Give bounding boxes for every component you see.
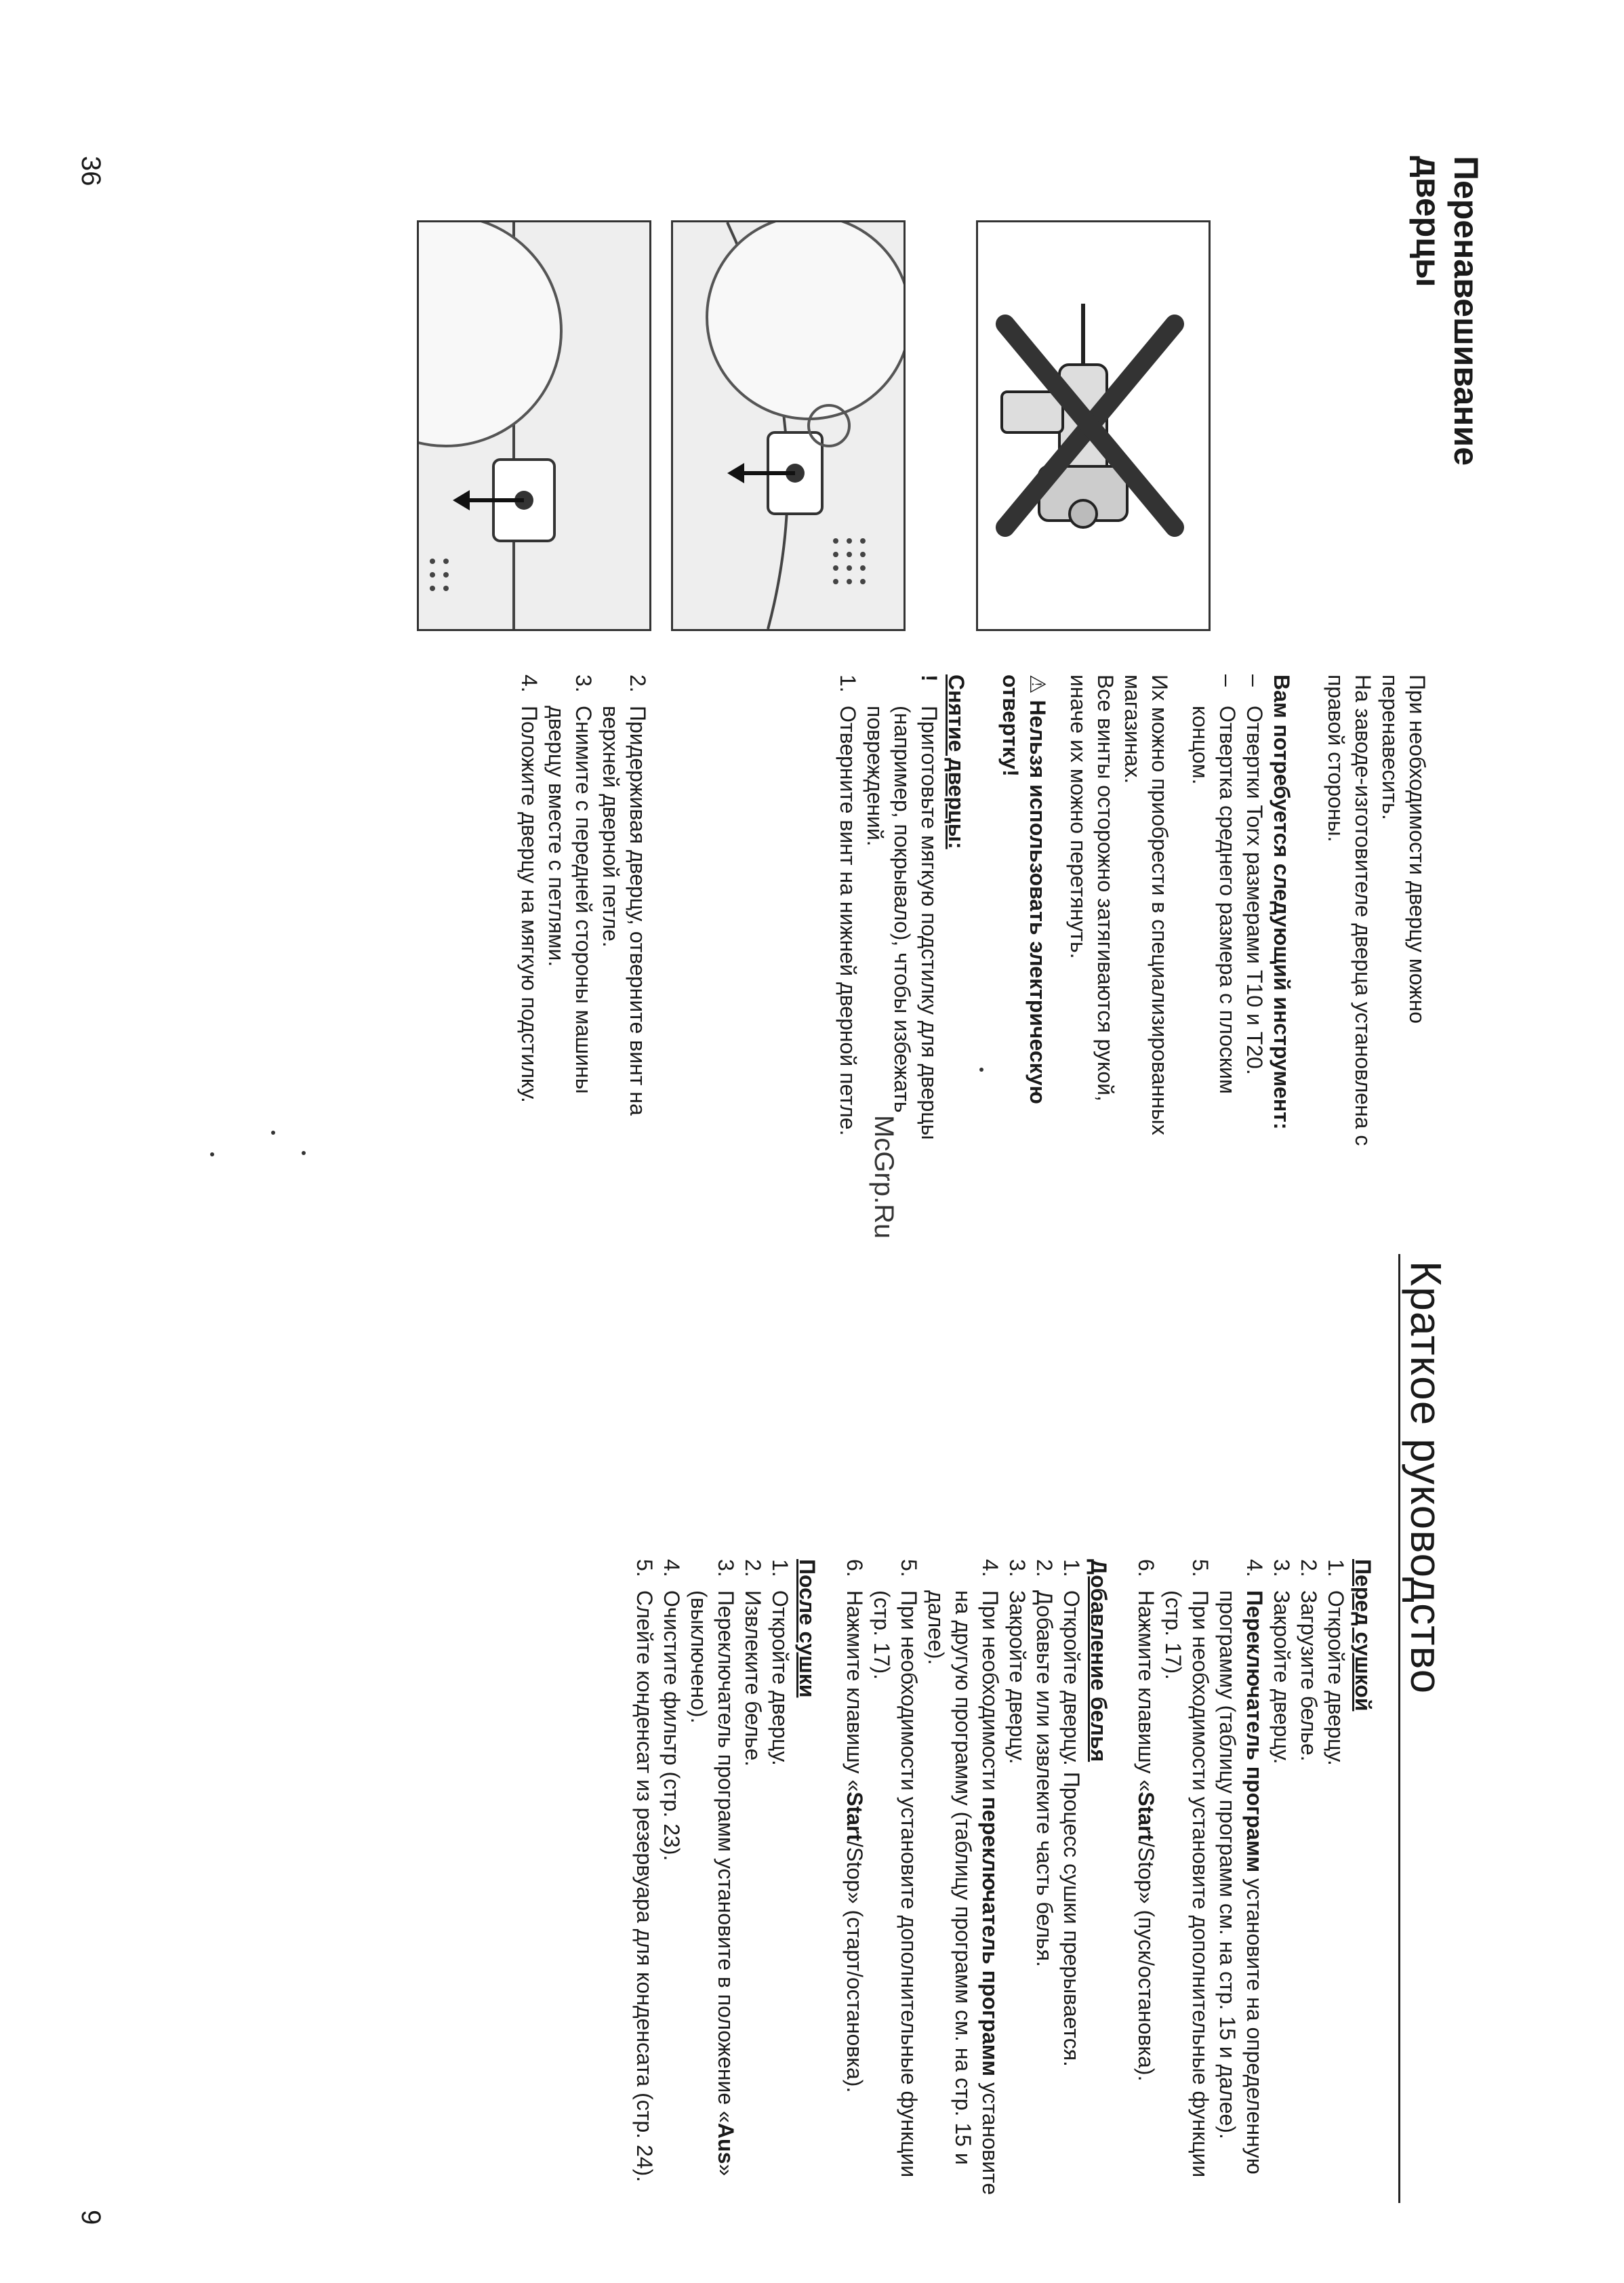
left-text-column bbox=[516, 674, 1431, 1149]
removal-steps-1 bbox=[834, 674, 861, 1149]
list-item: – Отвертки Torx размерами T10 и T20. bbox=[1242, 674, 1267, 1075]
add-steps bbox=[841, 1559, 1085, 2203]
list-item: 3. Закройте дверцу. bbox=[1005, 1559, 1030, 1764]
screws-note: Все винты осторожно затягиваются рукой, иначе их можно перетянуть. bbox=[1066, 674, 1118, 1102]
buy-note: Их можно приобрести в специализированных магазинах. bbox=[1120, 674, 1172, 1135]
after-steps bbox=[631, 1559, 794, 2203]
before-heading: Перед сушкой bbox=[1351, 1559, 1375, 1712]
intro-line-2: На заводе-изготовителе дверца установлена с правой стороны. bbox=[1324, 674, 1375, 1146]
door-hinge-icon bbox=[419, 222, 649, 629]
list-item: – Отвертка среднего размера с плоским концом. bbox=[1188, 674, 1240, 1094]
list-item: 5. Слейте конденсат из резервуара для конденсата (стр. 24). bbox=[632, 1559, 657, 2183]
list-item: 1. Отверните винт на нижней дверной петле. bbox=[836, 674, 860, 1136]
list-item: 3. Снимите с передней стороны машины дверцу вместе с петлями. bbox=[544, 674, 596, 1094]
list-item: 5. При необходимости установите дополнительные функции (стр. 17). bbox=[1161, 1559, 1213, 2178]
removal-heading: Снятие дверцы: bbox=[944, 674, 969, 849]
before-steps bbox=[1133, 1559, 1349, 2203]
removal-steps-2 bbox=[516, 674, 651, 1149]
notice-text: Приготовьте мягкую подстилку для дверцы (например, покрывало), чтобы избежать повреждений. bbox=[863, 706, 941, 1140]
list-item: 2. Придерживая дверцу, отверните винт на верхней дверной петле. bbox=[598, 674, 650, 1116]
tools-list bbox=[1187, 674, 1268, 1149]
list-item: 4. Положите дверцу на мягкую подстилку. bbox=[517, 674, 542, 1103]
upper-hinge-screw-figure bbox=[417, 220, 651, 631]
door-hinge-icon bbox=[673, 222, 904, 629]
title-rule bbox=[1398, 1254, 1400, 2203]
section-title: Перенавешивание дверцы bbox=[1409, 156, 1485, 466]
intro-line-1: При необходимости дверцу можно перенавесить. bbox=[1378, 674, 1429, 1024]
list-item: 2. Извлеките белье. bbox=[741, 1559, 765, 1766]
list-item: 6. Нажмите клавишу «Start/Stop» (пуск/остановка). bbox=[1134, 1559, 1158, 2082]
list-item: 3. Переключатель программ установите в положение «Aus» (выключено). bbox=[687, 1559, 738, 2177]
tools-heading: Вам потребуется следующий инструмент: bbox=[1270, 674, 1294, 1130]
list-item: 2. Добавьте или извлеките часть белья. bbox=[1032, 1559, 1057, 1967]
left-page-number: 36 bbox=[76, 156, 106, 186]
notice-line bbox=[861, 674, 943, 1149]
list-item: 6. Нажмите клавишу «Start/Stop» (старт/остановка). bbox=[843, 1559, 867, 2093]
add-heading: Добавление белья bbox=[1087, 1559, 1111, 1762]
right-page-number: 9 bbox=[76, 2210, 106, 2225]
list-item: 4. При необходимости переключатель программ установите на другую программу (таблицу программ см. на стр. 15 и далее). bbox=[924, 1559, 1002, 2196]
list-item: 5. При необходимости установите дополнительные функции (стр. 17). bbox=[870, 1559, 921, 2178]
no-electric-screwdriver-figure bbox=[976, 220, 1211, 631]
crossed-out-drill-icon bbox=[978, 222, 1209, 629]
exclamation-icon: ! bbox=[917, 674, 941, 682]
list-item: 2. Загрузите белье. bbox=[1297, 1559, 1321, 1762]
list-item: 1. Откройте дверцу. bbox=[1324, 1559, 1348, 1766]
warning-line bbox=[997, 674, 1051, 1149]
warning-triangle-icon: ⚠ bbox=[1026, 674, 1050, 694]
warning-text: Нельзя использовать электрическую отвертку! bbox=[998, 674, 1050, 1104]
list-item: 1. Откройте дверцу. bbox=[768, 1559, 792, 1766]
list-item: 3. Закройте дверцу. bbox=[1270, 1559, 1294, 1764]
after-heading: После сушки bbox=[795, 1559, 819, 1698]
page-title: Краткое руководство bbox=[1402, 1261, 1450, 1695]
list-item: 1. Откройте дверцу. Процесс сушки прерывается. bbox=[1059, 1559, 1084, 2067]
list-item: 4. Очистите фильтр (стр. 23). bbox=[659, 1559, 684, 1861]
lower-hinge-screw-figure bbox=[671, 220, 906, 631]
list-item: 4. Переключатель программ установите на определенную программу (таблицу программ см. на стр. 15 и далее). bbox=[1215, 1559, 1267, 2175]
watermark: McGrp.Ru bbox=[869, 1115, 899, 1239]
right-text-column bbox=[631, 1559, 1377, 2203]
